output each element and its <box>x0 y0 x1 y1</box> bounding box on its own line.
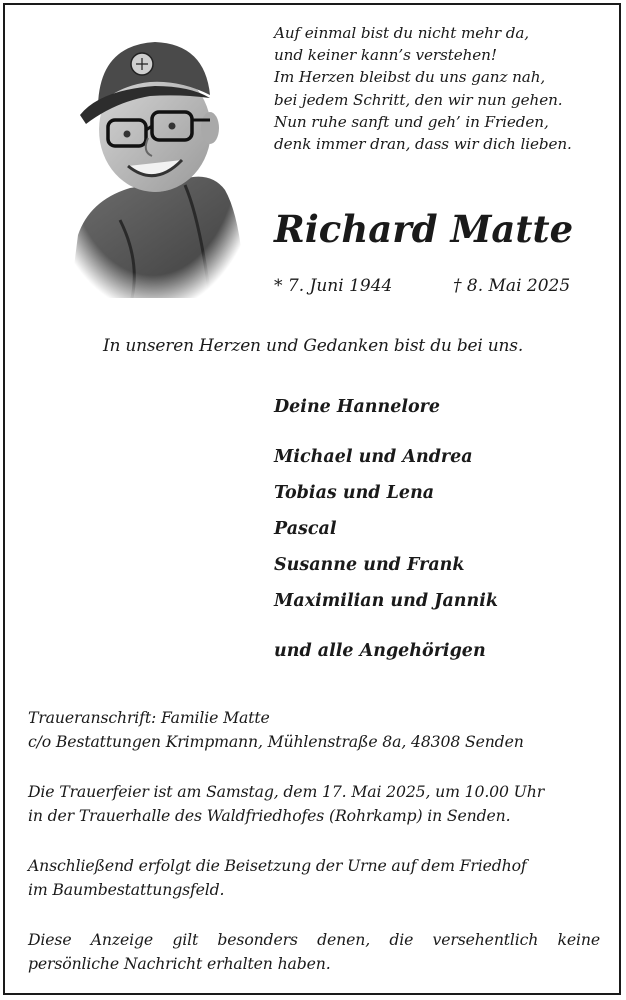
birth-date: * 7. Juni 1944 <box>274 276 393 296</box>
death-date: † 8. Mai 2025 <box>453 276 571 296</box>
mourner-family-item: Tobias und Lena <box>274 483 435 503</box>
mourner-family-item: Michael und Andrea <box>274 447 473 467</box>
notice-line: persönliche Nachricht erhalten haben. <box>28 954 331 973</box>
poem-line: Im Herzen bleibst du uns ganz nah, <box>274 68 546 87</box>
address-line: Traueranschrift: Familie Matte <box>28 708 270 727</box>
mourner-family-item: Maximilian und Jannik <box>274 591 499 611</box>
motto: In unseren Herzen und Gedanken bist du bei uns. <box>102 336 524 356</box>
mourning-address <box>28 706 600 754</box>
mourner-relatives: und alle Angehörigen <box>274 641 486 661</box>
life-dates <box>274 273 586 299</box>
notice-line: Diese Anzeige gilt besonders denen, die versehentlich keine <box>28 930 600 949</box>
burial-line: im Baumbestattungsfeld. <box>28 880 225 899</box>
poem-line: und keiner kann’s verstehen! <box>274 46 497 65</box>
poem-line: denk immer dran, dass wir dich lieben. <box>274 135 572 154</box>
poem <box>274 22 604 155</box>
notice-info <box>28 928 600 976</box>
mourner-spouse: Deine Hannelore <box>274 397 441 417</box>
burial-info <box>28 854 600 902</box>
funeral-line: Die Trauerfeier ist am Samstag, dem 17. Mai 2025, um 10.00 Uhr <box>28 782 545 801</box>
deceased-name: Richard Matte <box>274 207 574 251</box>
burial-line: Anschließend erfolgt die Beisetzung der Urne auf dem Friedhof <box>28 856 527 875</box>
mourner-family-item: Susanne und Frank <box>274 555 465 575</box>
funeral-info <box>28 780 600 828</box>
mourner-family-item: Pascal <box>274 519 337 539</box>
portrait-photo <box>60 20 245 298</box>
address-line: c/o Bestattungen Krimpmann, Mühlenstraße 8a, 48308 Senden <box>28 732 524 751</box>
poem-line: Auf einmal bist du nicht mehr da, <box>274 24 530 42</box>
funeral-line: in der Trauerhalle des Waldfriedhofes (Rohrkamp) in Senden. <box>28 806 511 825</box>
poem-line: bei jedem Schritt, den wir nun gehen. <box>274 90 563 109</box>
poem-line: Nun ruhe sanft und geh’ in Frieden, <box>274 112 549 131</box>
